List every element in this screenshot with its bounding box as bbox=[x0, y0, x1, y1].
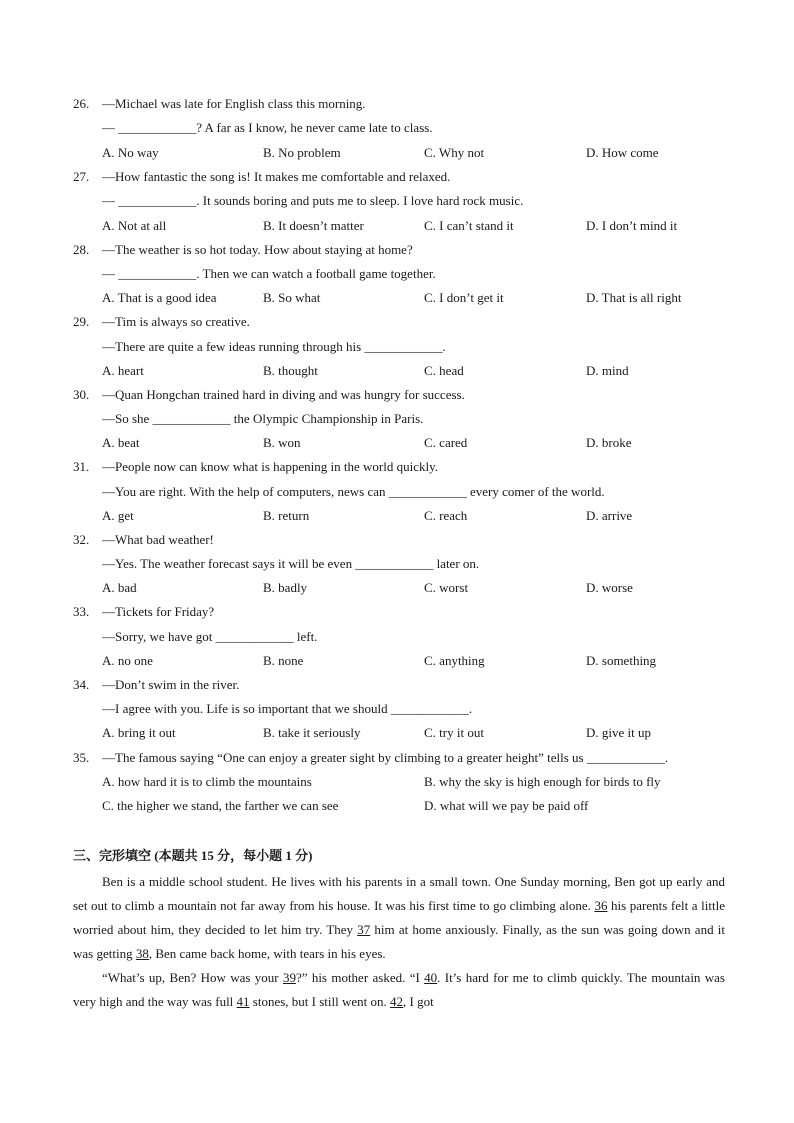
question-number: 33. bbox=[73, 604, 90, 619]
option-a: A. Not at all bbox=[102, 218, 167, 233]
question-number: 32. bbox=[73, 532, 90, 547]
question-number: 31. bbox=[73, 459, 90, 474]
blank-41: 41 bbox=[236, 994, 250, 1009]
option-c: C. Why not bbox=[424, 145, 485, 160]
option-b: B. why the sky is high enough for birds to fly bbox=[424, 774, 661, 789]
option-c: C. the higher we stand, the farther we can see bbox=[102, 798, 339, 813]
option-a: A. No way bbox=[102, 145, 159, 160]
blank-38: 38 bbox=[135, 946, 149, 961]
question-line: — ____________? A far as I know, he never came late to class. bbox=[102, 120, 433, 135]
option-a: A. That is a good idea bbox=[102, 290, 217, 305]
blank-37: 37 bbox=[357, 922, 371, 937]
option-b: B. take it seriously bbox=[263, 725, 361, 740]
question-line: —Michael was late for English class this morning. bbox=[102, 96, 366, 111]
question-line: — ____________. It sounds boring and puts me to sleep. I love hard rock music. bbox=[102, 193, 524, 208]
option-c: C. try it out bbox=[424, 725, 484, 740]
option-d: D. That is all right bbox=[586, 290, 682, 305]
option-c: C. worst bbox=[424, 580, 469, 595]
passage-text: , Ben came back home, with tears in his eyes. bbox=[148, 946, 386, 961]
question-number: 35. bbox=[73, 750, 90, 765]
question-number: 28. bbox=[73, 242, 90, 257]
question-line: —So she ____________ the Olympic Championship in Paris. bbox=[102, 411, 424, 426]
option-c: C. I can’t stand it bbox=[424, 218, 514, 233]
option-d: D. I don’t mind it bbox=[586, 218, 678, 233]
option-a: A. no one bbox=[102, 653, 153, 668]
option-c: C. head bbox=[424, 363, 464, 378]
question-line: —You are right. With the help of computers, news can ____________ every comer of the world. bbox=[102, 484, 605, 499]
option-d: D. mind bbox=[586, 363, 629, 378]
question-line: —The weather is so hot today. How about staying at home? bbox=[102, 242, 413, 257]
option-a: A. how hard it is to climb the mountains bbox=[102, 774, 312, 789]
option-a: A. beat bbox=[102, 435, 140, 450]
question-line: —I agree with you. Life is so important that we should ____________. bbox=[102, 701, 473, 716]
question-number: 27. bbox=[73, 169, 90, 184]
passage-text: ?” his mother asked. “I bbox=[295, 970, 425, 985]
question-line: —How fantastic the song is! It makes me comfortable and relaxed. bbox=[102, 169, 451, 184]
passage-text: his parents felt a little worried about him, they decided to let him try. They bbox=[73, 898, 725, 937]
option-d: D. How come bbox=[586, 145, 659, 160]
section-title: 三、完形填空 (本题共 15 分，每小题 1 分) bbox=[73, 848, 313, 863]
question-line: — ____________. Then we can watch a football game together. bbox=[102, 266, 436, 281]
question-line: —People now can know what is happening in the world quickly. bbox=[102, 459, 439, 474]
question-line: —There are quite a few ideas running through his ____________. bbox=[102, 339, 446, 354]
passage-text: Ben is a middle school student. He lives with his parents in a small town. One Sunday morning, Ben got up early and set out to climb a mountain not far away from his house. It was his first time to go climbing alone. bbox=[73, 874, 725, 913]
passage-paragraph bbox=[73, 966, 725, 1014]
question-line: —Don’t swim in the river. bbox=[102, 677, 240, 692]
question-number: 26. bbox=[73, 96, 90, 111]
option-a: A. heart bbox=[102, 363, 144, 378]
blank-40: 40 bbox=[424, 970, 438, 985]
passage-text: him at home anxiously. Finally, as the sun was going down and it was getting bbox=[73, 922, 725, 961]
blank-39: 39 bbox=[282, 970, 296, 985]
blank-42: 42 bbox=[390, 994, 404, 1009]
question-line: —Sorry, we have got ____________ left. bbox=[102, 629, 318, 644]
option-b: B. won bbox=[263, 435, 301, 450]
option-b: B. badly bbox=[263, 580, 308, 595]
question-line: —Tim is always so creative. bbox=[102, 314, 250, 329]
option-c: C. cared bbox=[424, 435, 468, 450]
option-d: D. broke bbox=[586, 435, 632, 450]
question-number: 30. bbox=[73, 387, 90, 402]
question-line: —Tickets for Friday? bbox=[102, 604, 215, 619]
passage-text: . It’s hard for me to climb quickly. The mountain was very high and the way was full bbox=[73, 970, 725, 1009]
option-b: B. return bbox=[263, 508, 310, 523]
option-b: B. none bbox=[263, 653, 304, 668]
option-d: D. what will we pay be paid off bbox=[424, 798, 589, 813]
option-c: C. I don’t get it bbox=[424, 290, 504, 305]
option-b: B. No problem bbox=[263, 145, 341, 160]
passage-text: , I got bbox=[403, 994, 434, 1009]
blank-36: 36 bbox=[594, 898, 608, 913]
question-line: —Quan Hongchan trained hard in diving and was hungry for success. bbox=[102, 387, 465, 402]
option-c: C. reach bbox=[424, 508, 468, 523]
option-d: D. arrive bbox=[586, 508, 633, 523]
question-number: 29. bbox=[73, 314, 90, 329]
passage-paragraph bbox=[73, 870, 725, 966]
option-b: B. thought bbox=[263, 363, 318, 378]
question-line: —What bad weather! bbox=[102, 532, 214, 547]
option-d: D. worse bbox=[586, 580, 633, 595]
option-b: B. It doesn’t matter bbox=[263, 218, 364, 233]
option-b: B. So what bbox=[263, 290, 321, 305]
question-line: —Yes. The weather forecast says it will be even ____________ later on. bbox=[102, 556, 480, 571]
option-d: D. something bbox=[586, 653, 657, 668]
option-a: A. get bbox=[102, 508, 134, 523]
question-number: 34. bbox=[73, 677, 90, 692]
option-c: C. anything bbox=[424, 653, 485, 668]
question-line: —The famous saying “One can enjoy a greater sight by climbing to a greater height” tells us ____________. bbox=[102, 750, 669, 765]
passage-text: “What’s up, Ben? How was your bbox=[102, 970, 283, 985]
option-d: D. give it up bbox=[586, 725, 651, 740]
passage-text: stones, but I still went on. bbox=[249, 994, 391, 1009]
option-a: A. bring it out bbox=[102, 725, 176, 740]
option-a: A. bad bbox=[102, 580, 137, 595]
